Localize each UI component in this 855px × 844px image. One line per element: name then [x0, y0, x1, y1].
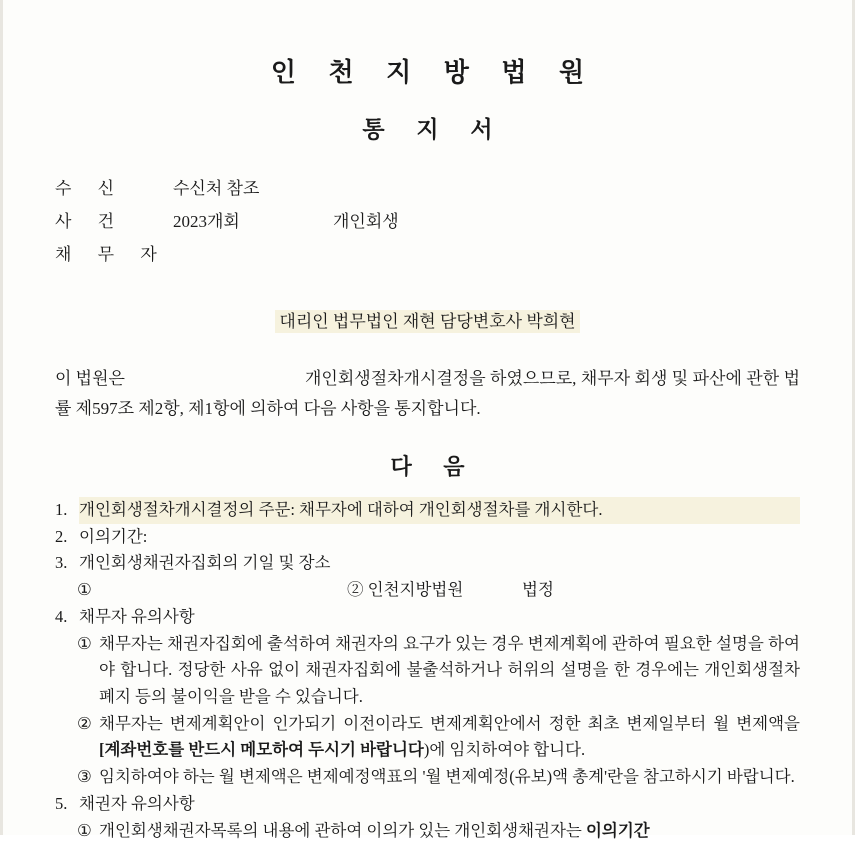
list-item — [55, 604, 800, 631]
list-item — [55, 791, 800, 818]
list-item-number: 4. — [55, 606, 68, 626]
list-item-text: 채권자 유의사항 — [79, 793, 195, 813]
sub-item — [77, 764, 800, 791]
sub-item-mark: ③ — [77, 767, 92, 787]
list-item-number: 3. — [55, 553, 68, 573]
field-value-case — [173, 205, 800, 238]
list-item — [55, 497, 800, 524]
sub-item-mark: ① — [77, 820, 92, 840]
list-item — [55, 524, 800, 551]
sub-item — [77, 818, 800, 844]
field-label-debtor: 채 무 자 — [55, 245, 168, 265]
body-paragraph — [55, 364, 800, 424]
field-value-case-type: 개인회생 — [333, 212, 399, 232]
meeting-place-court: ② 인천지방법원 — [347, 580, 464, 600]
list-item-text: 개인회생절차개시결정의 주문: 채무자에 대하여 개인회생절차를 개시한다. — [79, 497, 800, 524]
sub-item-text-combined — [99, 818, 800, 844]
list-item-number: 1. — [55, 499, 68, 519]
list-item-text: 이의기간: — [79, 526, 148, 546]
meeting-date-mark: ① — [77, 580, 92, 600]
sub-item — [77, 711, 800, 764]
field-row-debtor — [55, 238, 800, 271]
body-paragraph-text: 개인회생절차개시결정을 하였으므로, 채무자 회생 및 파산에 관한 법률 제597조 제2항, 제1항에 의하여 다음 사항을 통지합니다. — [55, 369, 800, 419]
notice-item-list — [55, 497, 800, 844]
document-title: 통 지 서 — [362, 117, 506, 142]
list-item-text: 개인회생채권자집회의 기일 및 장소 — [79, 553, 331, 573]
field-label-recipient: 수 신 — [55, 179, 126, 198]
field-value-recipient — [173, 172, 800, 205]
field-label-case: 사 건 — [55, 212, 126, 232]
page-edge-left — [0, 0, 3, 835]
agent-line — [55, 307, 800, 332]
sub-item-text-part1: 채무자는 변제계획안이 인가되기 이전이라도 변제계획안에서 정한 최초 변제일부터 월 변제액을 — [99, 713, 800, 733]
header-fields — [55, 172, 800, 271]
sub-item-mark: ② — [77, 713, 92, 733]
sub-item-text-bold: 이의기간 — [585, 820, 650, 840]
sub-item-text-part2: )에 임치하여야 합니다. — [423, 740, 586, 760]
field-value-recipient-secondary — [333, 172, 800, 205]
sub-item-text: 채무자는 채권자집회에 출석하여 채권자의 요구가 있는 경우 변제계획에 관하여 필요한 설명을 하여야 합니다. 정당한 사유 없이 채권자집회에 불출석하거나 허위의 설명을 한 경우에는 개인회생절차폐지 등의 불이익을 받을 수 있습니다. — [99, 633, 800, 706]
body-paragraph-lead: 이 법원은 — [55, 369, 125, 389]
field-row-case — [55, 205, 800, 238]
list-item — [55, 550, 800, 577]
meeting-location-row — [77, 577, 800, 604]
sub-item — [77, 631, 800, 711]
agent-line-text: 대리인 법무법인 재현 담당변호사 박희현 — [275, 310, 579, 333]
list-item-text: 채무자 유의사항 — [79, 606, 195, 626]
section-heading-daeum: 다 음 — [390, 453, 478, 479]
court-name: 인 천 지 방 법 원 — [270, 58, 598, 87]
sub-item-text: 임치하여야 하는 월 변제액은 변제예정액표의 '월 변제예정(유보)액 총계'란을 참고하시기 바랍니다. — [99, 767, 795, 787]
field-value-case-number: 2023개회 — [173, 212, 240, 232]
list-item-number: 5. — [55, 793, 68, 813]
sub-item-text-part1: 개인회생채권자목록의 내용에 관하여 이의가 있는 개인회생채권자는 — [99, 820, 582, 840]
sub-item-text-bold: [계좌번호를 반드시 메모하여 두시기 바랍니다 — [99, 740, 424, 760]
field-row-recipient — [55, 172, 800, 205]
list-item-number: 2. — [55, 526, 68, 546]
sub-item-mark: ① — [77, 633, 92, 653]
field-value-recipient-primary: 수신처 참조 — [173, 179, 260, 198]
sub-item-text-combined — [99, 711, 800, 764]
meeting-place-room: 법정 — [522, 580, 554, 600]
